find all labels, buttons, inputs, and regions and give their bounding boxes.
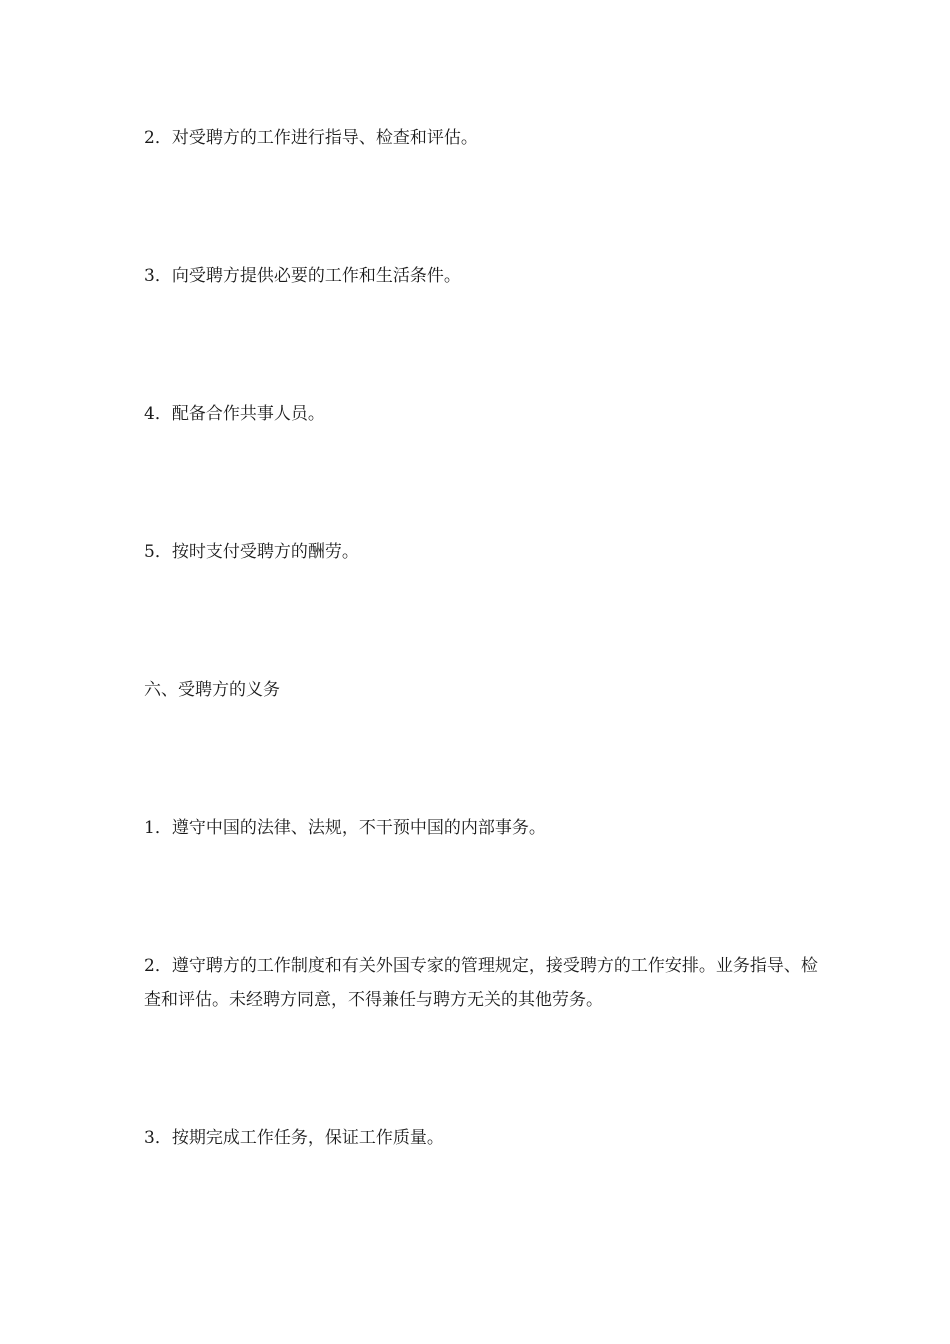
paragraph-employer-duty-2: 2．对受聘方的工作进行指导、检查和评估。: [144, 128, 478, 148]
paragraph-employer-duty-4: 4．配备合作共事人员。: [144, 404, 325, 424]
paragraph-employer-duty-5: 5．按时支付受聘方的酬劳。: [144, 542, 359, 562]
section-heading-employee-duties: 六、受聘方的义务: [144, 680, 280, 700]
paragraph-employee-duty-3: 3．按期完成工作任务，保证工作质量。: [144, 1128, 444, 1148]
paragraph-employee-duty-2: 2．遵守聘方的工作制度和有关外国专家的管理规定，接受聘方的工作安排。业务指导、检查和评估。未经聘方同意，不得兼任与聘方无关的其他劳务。: [144, 956, 818, 1010]
paragraph-employer-duty-3: 3．向受聘方提供必要的工作和生活条件。: [144, 266, 461, 286]
paragraph-employee-duty-1: 1．遵守中国的法律、法规，不干预中国的内部事务。: [144, 818, 546, 838]
